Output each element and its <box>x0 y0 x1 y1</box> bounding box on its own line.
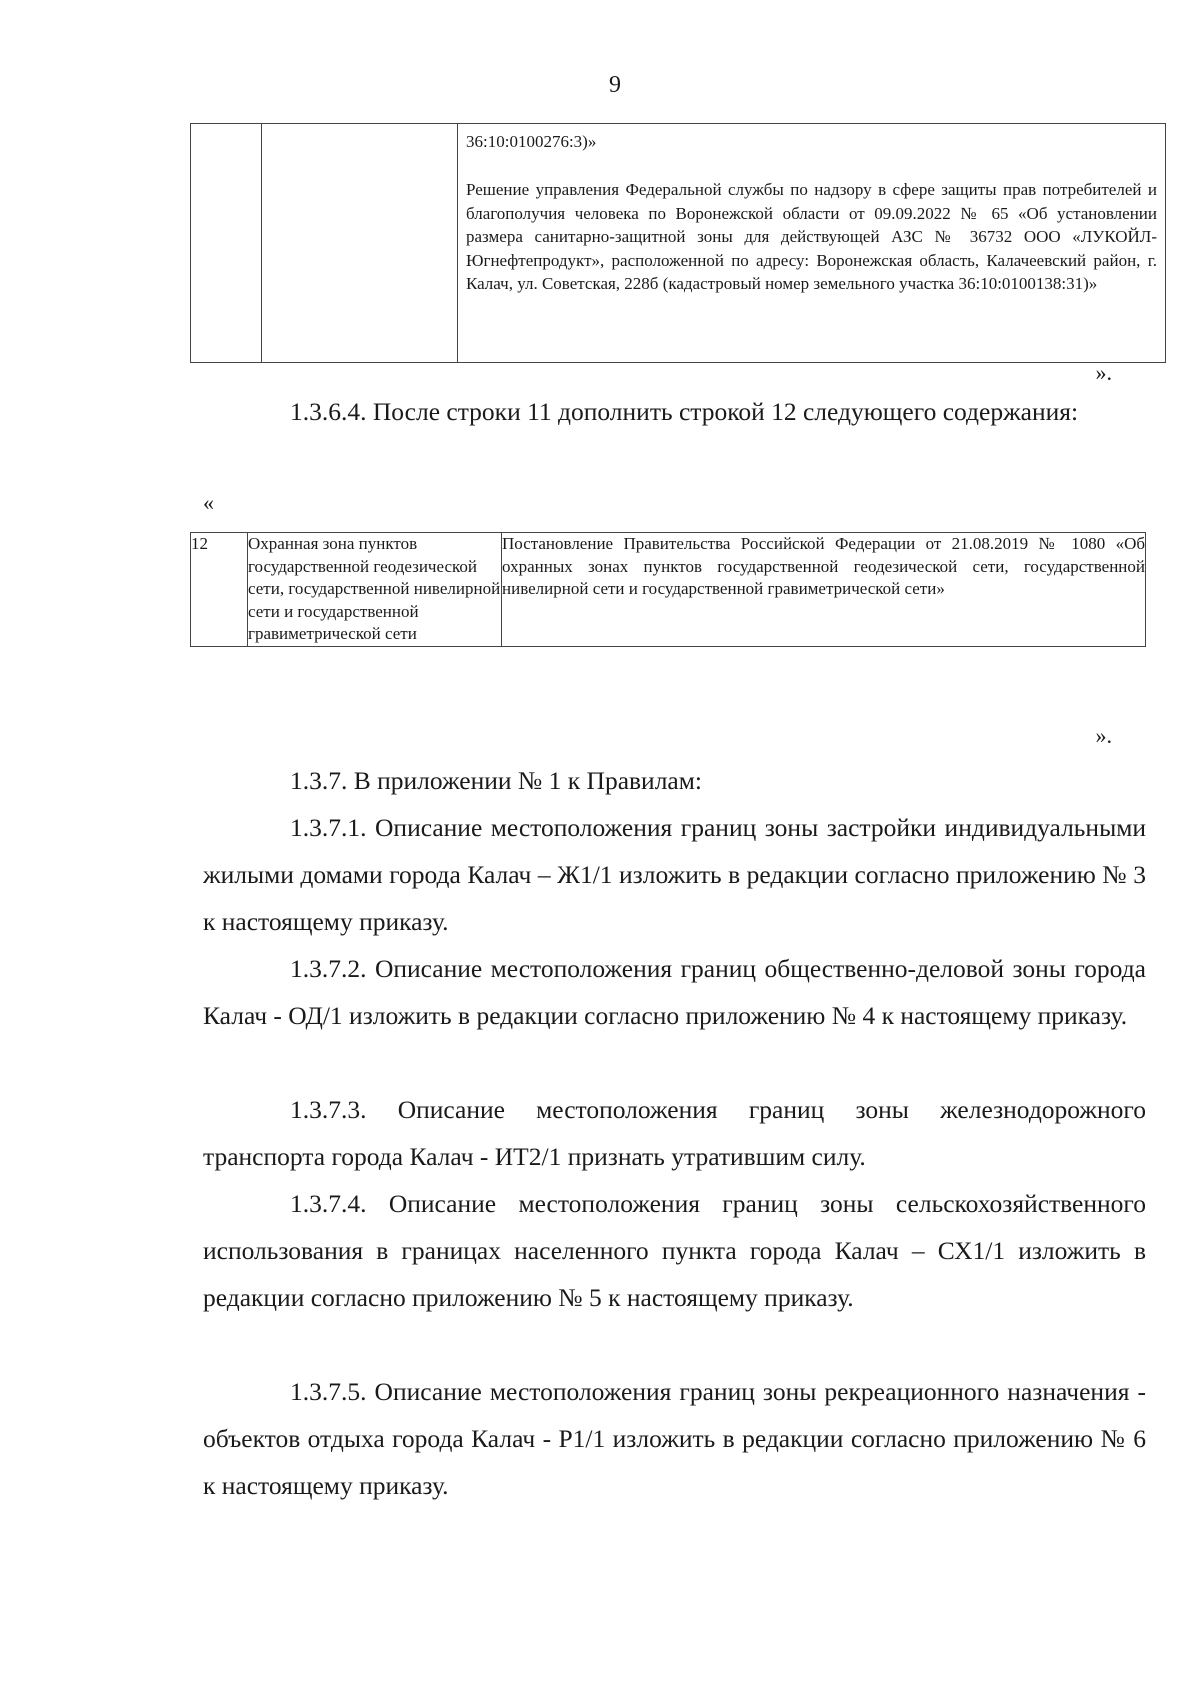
table-row <box>191 124 1166 363</box>
closing-quote: ». <box>1095 723 1112 748</box>
cell-text: 36:10:0100276:3)» <box>466 132 597 151</box>
paragraph-1-3-7-2: 1.3.7.2. Описание местоположения границ общественно-деловой зоны города Калач - ОД/1 изложить в редакции согласно приложению № 4 к настоящему приказу. <box>203 954 1146 1030</box>
table-cell-document <box>458 124 1166 363</box>
table-cell-number: 12 <box>191 533 248 647</box>
table-cell-number <box>191 124 262 363</box>
table-row-12 <box>190 532 1146 647</box>
opening-quote: « <box>203 490 214 515</box>
paragraph-1-3-7-5: 1.3.7.5. Описание местоположения границ зоны рекреационного назначения - объектов отдыха города Калач - Р1/1 изложить в редакции согласно приложению № 6 к настоящему приказу. <box>203 1377 1146 1500</box>
page-number: 9 <box>609 72 621 98</box>
table-row <box>191 533 1146 647</box>
paragraph-1-3-7-3: 1.3.7.3. Описание местоположения границ зоны железнодорожного транспорта города Калач - ИТ2/1 признать утратившим силу. <box>203 1095 1146 1171</box>
closing-quote: ». <box>1095 360 1112 385</box>
table-cell-document: Постановление Правительства Российской Федерации от 21.08.2019 № 1080 «Об охранных зонах пунктов государственной геодезической сети, государственной нивелирной сети и государственной гравиметрической сети» <box>502 533 1146 647</box>
table-cell-zone: Охранная зона пунктов государственной геодезической сети, государственной нивелирной сети и государственной гравиметрической сети <box>248 533 502 647</box>
paragraph-1-3-7: 1.3.7. В приложении № 1 к Правилам: <box>290 766 702 795</box>
cell-text: Решение управления Федеральной службы по надзору в сфере защиты прав потребителей и благополучия человека по Воронежской области от 09.09.2022 № 65 «Об установлении размера санитарно-защитной зоны для действующей АЗС № 36732 ООО «ЛУКОЙЛ-Югнефтепродукт», расположенной по адресу: Воронежская область, Калачеевский район, г. Калач, ул. Советская, 228б (кадастровый номер земельного участка 36:10:0100138:31)» <box>466 180 1157 294</box>
paragraph-1-3-7-4: 1.3.7.4. Описание местоположения границ зоны сельскохозяйственного использования в границах населенного пункта города Калач – СХ1/1 изложить в редакции согласно приложению № 5 к настоящему приказу. <box>203 1189 1146 1312</box>
table-continuation <box>190 123 1166 363</box>
table-cell-zone <box>262 124 458 363</box>
paragraph-1-3-6-4: 1.3.6.4. После строки 11 дополнить строкой 12 следующего содержания: <box>290 397 1079 426</box>
paragraph-1-3-7-1: 1.3.7.1. Описание местоположения границ зоны застройки индивидуальными жилыми домами города Калач – Ж1/1 изложить в редакции согласно приложению № 3 к настоящему приказу. <box>203 813 1146 936</box>
